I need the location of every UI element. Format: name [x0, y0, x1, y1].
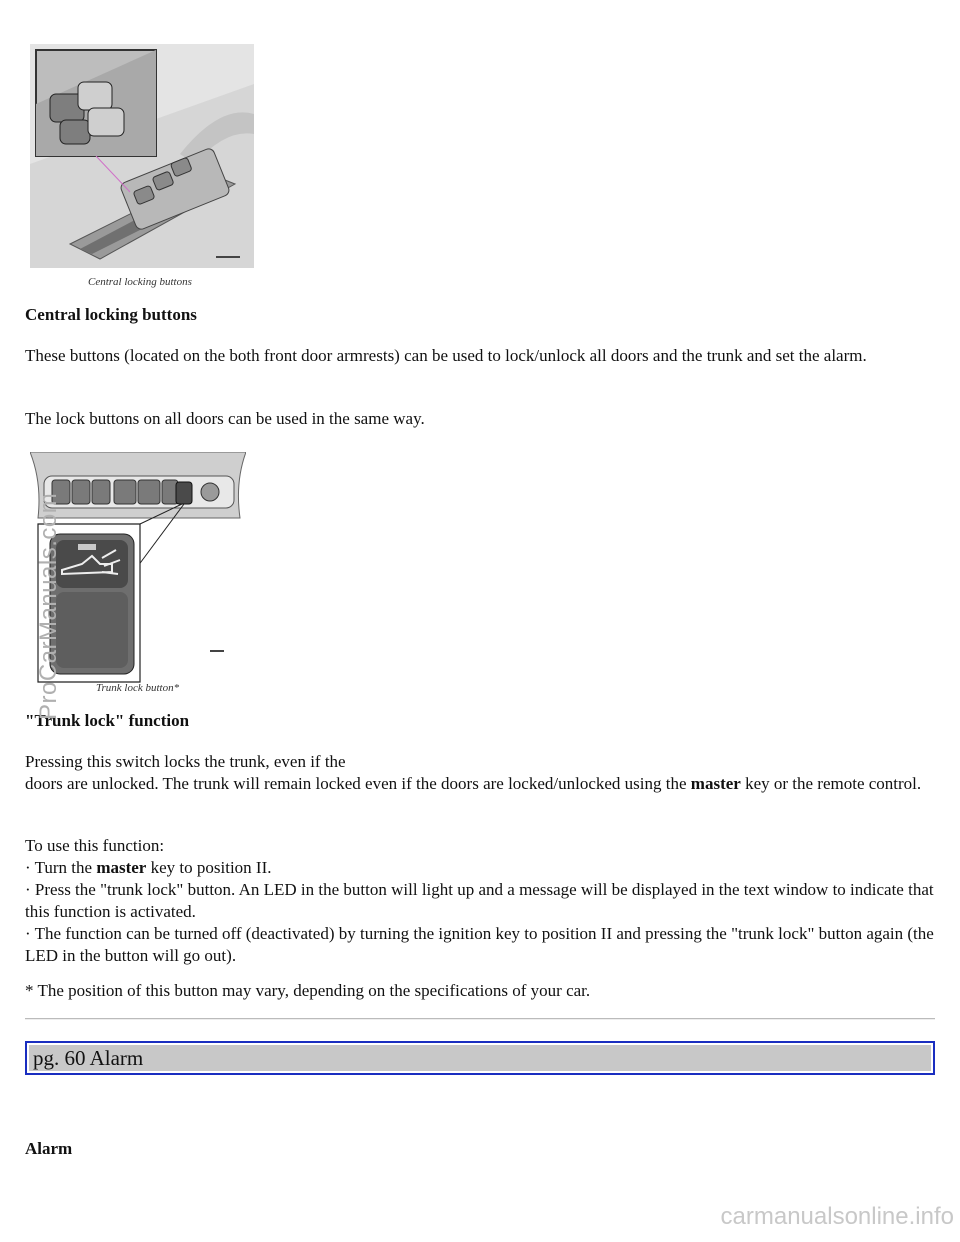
figure1-caption: Central locking buttons — [88, 276, 192, 288]
trunk-lock-instructions — [25, 835, 935, 967]
central-locking-heading: Central locking buttons — [25, 305, 197, 324]
trunk-lock-desc-line1: Pressing this switch locks the trunk, even if the — [25, 752, 346, 771]
trunk-lock-figure — [30, 452, 246, 692]
alarm-heading: Alarm — [25, 1139, 73, 1158]
central-locking-note: The lock buttons on all doors can be used in the same way. — [25, 409, 425, 428]
instructions-intro: To use this function: — [25, 836, 165, 855]
instruction-step-1: · Turn the master key to position II. — [25, 858, 272, 877]
left-watermark: ProCarManuals.com — [35, 492, 62, 720]
position-footnote: * The position of this button may vary, depending on the specifications of your car. — [25, 981, 591, 1000]
section-divider — [25, 1018, 935, 1020]
bottom-watermark: carmanualsonline.info — [720, 1203, 954, 1230]
master-key-term: master — [96, 858, 147, 877]
trunk-lock-heading: "Trunk lock" function — [25, 711, 190, 730]
trunk-lock-description — [25, 751, 935, 795]
trunk-lock-desc-line2: doors are unlocked. The trunk will remain locked even if the doors are locked/unlocked using the master key or the remote control. — [25, 774, 922, 793]
instruction-step-2: · Press the "trunk lock" button. An LED in the button will light up and a message will be displayed in the text window to indicate that this function is activated. — [25, 880, 934, 921]
page-header-label: pg. 60 Alarm — [33, 1046, 144, 1070]
instruction-step-3: · The function can be turned off (deactivated) by turning the ignition key to position II and pressing the "trunk lock" button again (the LED in the button will go out). — [25, 924, 934, 965]
central-locking-illustration — [30, 44, 254, 268]
master-key-term: master — [690, 774, 741, 793]
central-locking-figure — [30, 44, 254, 268]
trunk-lock-illustration — [30, 452, 246, 692]
page-header-box — [25, 1041, 935, 1075]
figure2-caption: Trunk lock button* — [96, 682, 180, 694]
central-locking-description: These buttons (located on the both front door armrests) can be used to lock/unlock all doors and the trunk and set the alarm. — [25, 346, 867, 365]
